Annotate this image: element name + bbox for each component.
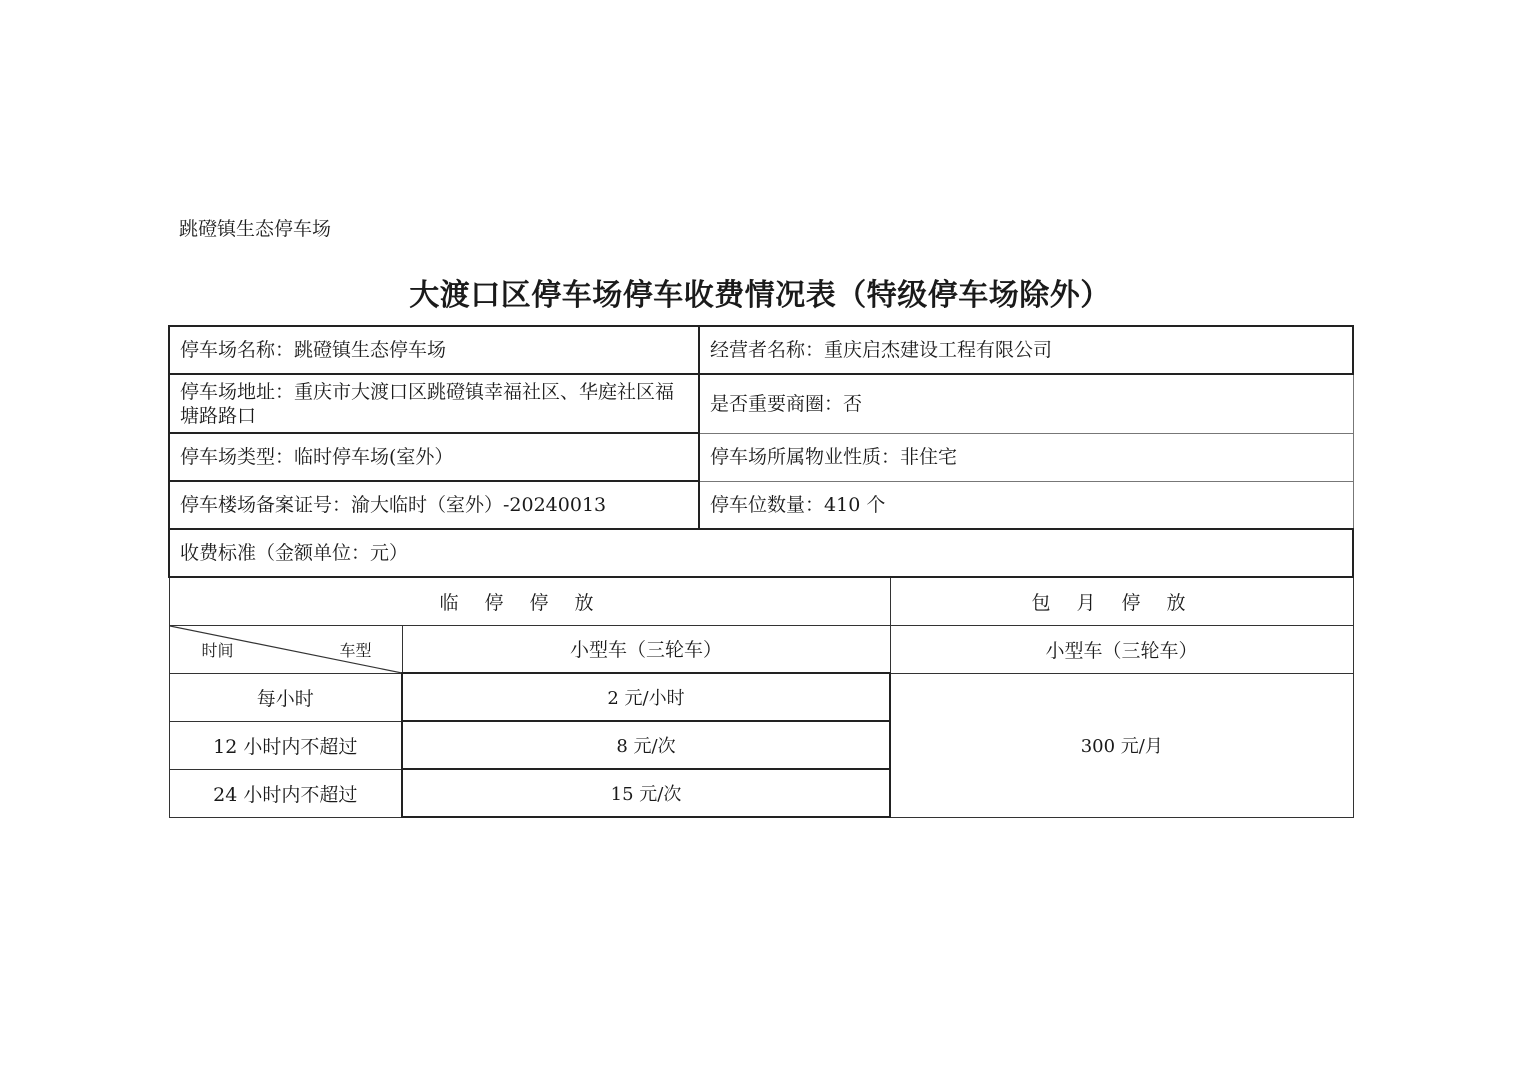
diag-vehicle-label: 车型 (339, 640, 372, 660)
monthly-parking-header: 包月停放 (890, 577, 1353, 625)
temp-parking-header: 临停停放 (169, 577, 890, 625)
diag-time-label: 时间 (201, 640, 234, 660)
info-row-address (169, 374, 1353, 433)
parking-name-cell: 停车场名称：跳磴镇生态停车场 (169, 326, 699, 374)
info-row-type (169, 433, 1353, 481)
temp-vehicle-type: 小型车（三轮车） (402, 625, 890, 673)
fee-period: 12 小时内不超过 (169, 721, 402, 769)
info-row-fee-standard (169, 529, 1353, 577)
info-row-name (169, 326, 1353, 374)
fee-price: 8 元/次 (402, 721, 890, 769)
parking-lot-label: 跳磴镇生态停车场 (179, 218, 332, 240)
fee-period: 24 小时内不超过 (169, 769, 402, 817)
monthly-vehicle-type: 小型车（三轮车） (890, 625, 1353, 673)
record-number-cell: 停车楼场备案证号：渝大临时（室外）-20240013 (169, 481, 699, 529)
address-cell: 停车场地址：重庆市大渡口区跳磴镇幸福社区、华庭社区福塘路路口 (169, 374, 699, 433)
spaces-cell: 停车位数量：410 个 (699, 481, 1353, 529)
fee-price: 2 元/小时 (402, 673, 890, 721)
monthly-price: 300 元/月 (890, 673, 1353, 817)
parking-type-cell: 停车场类型：临时停车场(室外） (169, 433, 699, 481)
page-title: 大渡口区停车场停车收费情况表（特级停车场除外） (409, 278, 1111, 313)
property-cell: 停车场所属物业性质：非住宅 (699, 433, 1353, 481)
diagonal-header-cell (169, 625, 402, 673)
operator-cell: 经营者名称：重庆启杰建设工程有限公司 (699, 326, 1353, 374)
business-circle-cell: 是否重要商圈：否 (699, 374, 1353, 433)
fee-price: 15 元/次 (402, 769, 890, 817)
vehicle-type-row (169, 625, 1353, 673)
fee-header-row (169, 577, 1353, 625)
fee-period: 每小时 (169, 673, 402, 721)
fee-standard-cell: 收费标准（金额单位：元） (169, 529, 1353, 577)
fee-table (168, 325, 1354, 818)
info-row-record (169, 481, 1353, 529)
fee-row (169, 673, 1353, 721)
